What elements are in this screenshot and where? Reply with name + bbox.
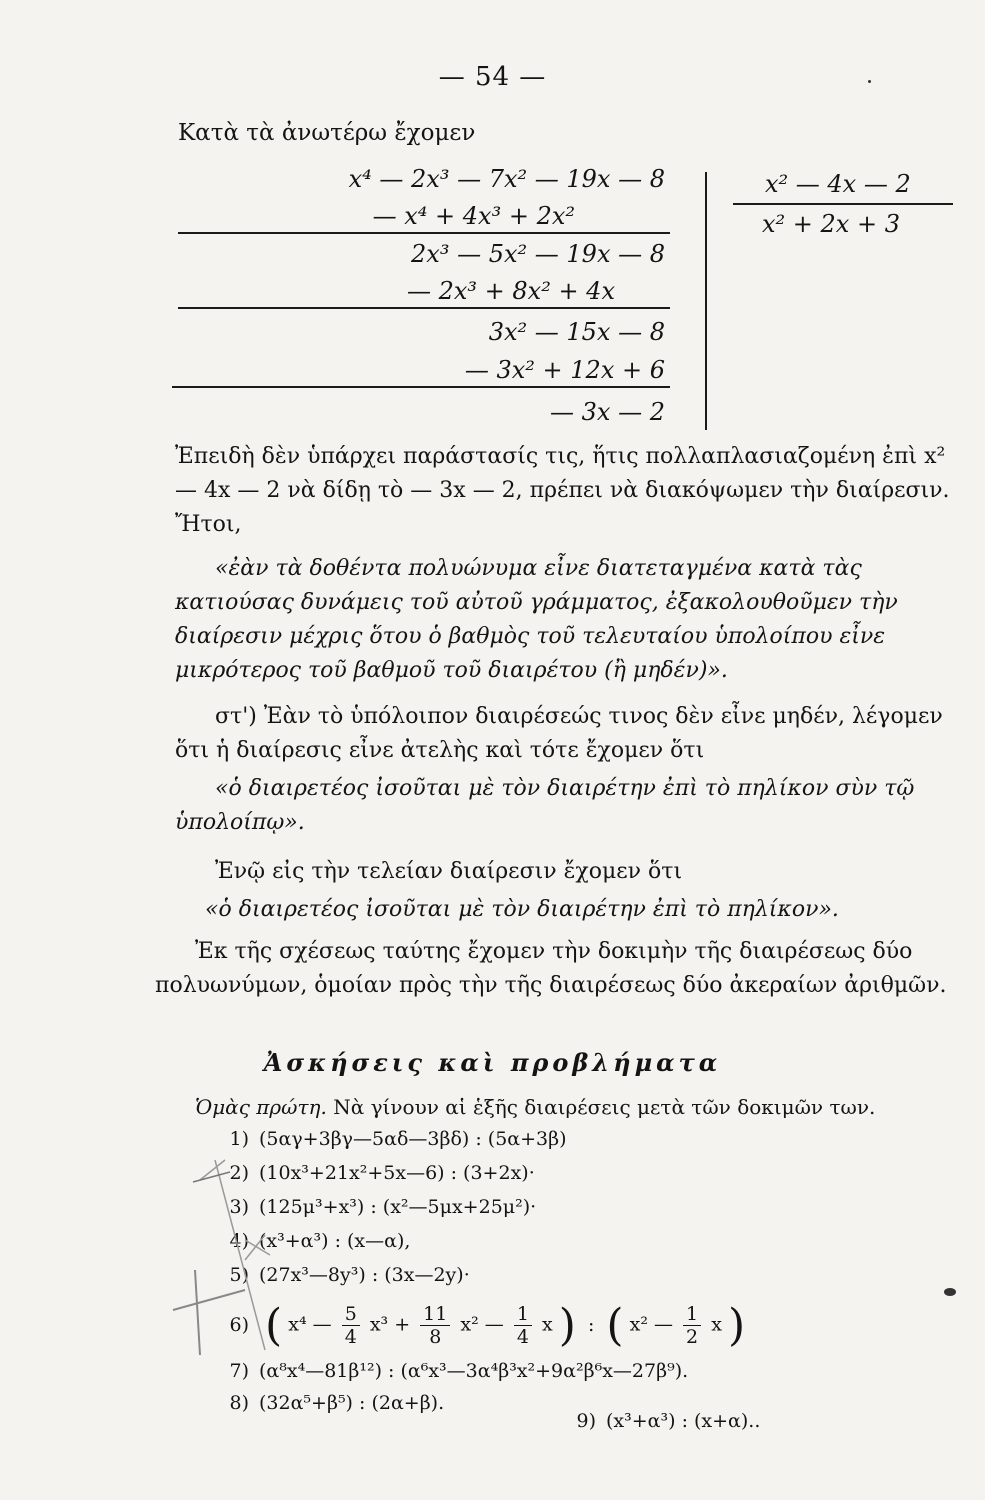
paragraph-4: Ἐκ τῆς σχέσεως ταύτης ἔχομεν τὴν δοκιμὴν τῆς διαιρέσεως δύο πολυωνύμων, ὁμοίαν πρὸς τὴν τῆς διαιρέσεως δύο ἀκεραίων ἀριθμῶν. — [155, 939, 947, 998]
division-rule-1 — [178, 232, 670, 234]
division-step-2: — 2x³ + 8x² + 4x — [406, 277, 615, 305]
division-remainder-2: 3x² — 15x — 8 — [488, 318, 665, 346]
exercise-4: 4) (x³+α³) : (x—α), — [229, 1230, 411, 1252]
division-rule-3 — [172, 386, 670, 388]
fraction: $\frac{5}{4}$ — [342, 1303, 360, 1348]
exercise-7: 7) (α⁸x⁴—81β¹²) : (α⁶x³—3α⁴β³x²+9α²β⁶x—27β⁹). — [229, 1360, 689, 1382]
group-instruction: Νὰ γίνουν αἱ ἑξῆς διαιρέσεις μετὰ τῶν δοκιμῶν των. — [333, 1095, 876, 1119]
exercise-6: 6) ( x⁴ — $\frac{5}{4}$ x³ + $\frac{11}{8}$ x² — $\frac{1}{4}$ x ) : ( x² — $\frac{1}{2}$ x ) — [229, 1300, 746, 1351]
paragraph-2 — [175, 700, 955, 768]
rule-quote-1: «ἐὰν τὰ δοθέντα πολυώνυμα εἶνε διατεταγμένα κατὰ τὰς κατιούσας δυνάμεις τοῦ αὐτοῦ γράμματος, ἐξακολουθοῦμεν τὴν διαίρεσιν μέχρις ὅτου ὁ βαθμὸς τοῦ τελευταίου ὑπολοίπου εἶνε μικρότερος τοῦ βαθμοῦ τοῦ διαιρέτου (ἢ μηδέν)». — [175, 556, 898, 683]
division-rule-2 — [178, 307, 670, 309]
fraction: $\frac{11}{8}$ — [420, 1303, 450, 1348]
section-label: στ') — [215, 704, 257, 729]
section-heading: Ἀσκήσεις καὶ προβλήματα — [263, 1048, 722, 1077]
ink-speck — [868, 80, 871, 83]
division-remainder-1: 2x³ — 5x² — 19x — 8 — [411, 240, 665, 268]
exercise-2: 2) (10x³+21x²+5x—6) : (3+2x)· — [229, 1162, 535, 1184]
paragraph-1: Ἐπειδὴ δὲν ὑπάρχει παράστασίς τις, ἥτις πολλαπλασιαζομένη ἐπὶ x² — 4x — 2 νὰ δίδῃ τὸ — 3x — 2, πρέπει νὰ διακόψωμεν τὴν διαίρεσιν. Ἤτοι, — [175, 444, 950, 537]
division-dividend: x⁴ — 2x³ — 7x² — 19x — 8 — [348, 165, 665, 193]
division-divisor-rule — [733, 203, 953, 205]
division-step-1: — x⁴ + 4x³ + 2x² — [372, 202, 575, 230]
division-step-3: — 3x² + 12x + 6 — [464, 356, 665, 384]
rule-quote-2: «ὁ διαιρετέος ἰσοῦται μὲ τὸν διαιρέτην ἐπὶ τὸ πηλίκον σὺν τῷ ὑπολοίπῳ». — [175, 776, 915, 835]
exercise-8: 8) (32α⁵+β⁵) : (2α+β). — [229, 1392, 445, 1414]
division-divisor: x² — 4x — 2 — [765, 170, 911, 198]
exercise-3: 3) (125μ³+x³) : (x²—5μx+25μ²)· — [229, 1196, 537, 1218]
division-quotient: x² + 2x + 3 — [762, 210, 900, 238]
exercise-5: 5) (27x³—8y³) : (3x—2y)· — [229, 1264, 470, 1286]
exercise-9: 9) (x³+α³) : (x+α).. — [576, 1410, 761, 1432]
pencil-marks — [155, 1120, 275, 1380]
division-remainder-3: — 3x — 2 — [550, 398, 665, 426]
paragraph-2-text: Ἐὰν τὸ ὑπόλοιπον διαιρέσεώς τινος δὲν εἶνε μηδέν, λέγομεν ὅτι ἡ διαίρεσις εἶνε ἀτελὴς καὶ τότε ἔχομεν ὅτι — [175, 704, 943, 763]
fraction: $\frac{1}{2}$ — [683, 1303, 701, 1348]
ink-speck — [944, 1288, 956, 1296]
division-vertical-bar — [705, 172, 707, 430]
exercise-group — [195, 1095, 955, 1119]
exercise-1: 1) (5αγ+3βγ—5αδ—3βδ) : (5α+3β) — [229, 1128, 567, 1150]
fraction: $\frac{1}{4}$ — [514, 1303, 532, 1348]
intro-line: Κατὰ τὰ ἀνωτέρω ἔχομεν — [178, 120, 476, 146]
paragraph-3: Ἐνῷ εἰς τὴν τελείαν διαίρεσιν ἔχομεν ὅτι — [215, 859, 683, 884]
group-label: Ὁμὰς πρώτη. — [195, 1095, 327, 1119]
rule-quote-3: «ὁ διαιρετέος ἰσοῦται μὲ τὸν διαιρέτην ἐπὶ τὸ πηλίκον». — [205, 897, 839, 922]
page-number: — 54 — — [438, 62, 547, 92]
